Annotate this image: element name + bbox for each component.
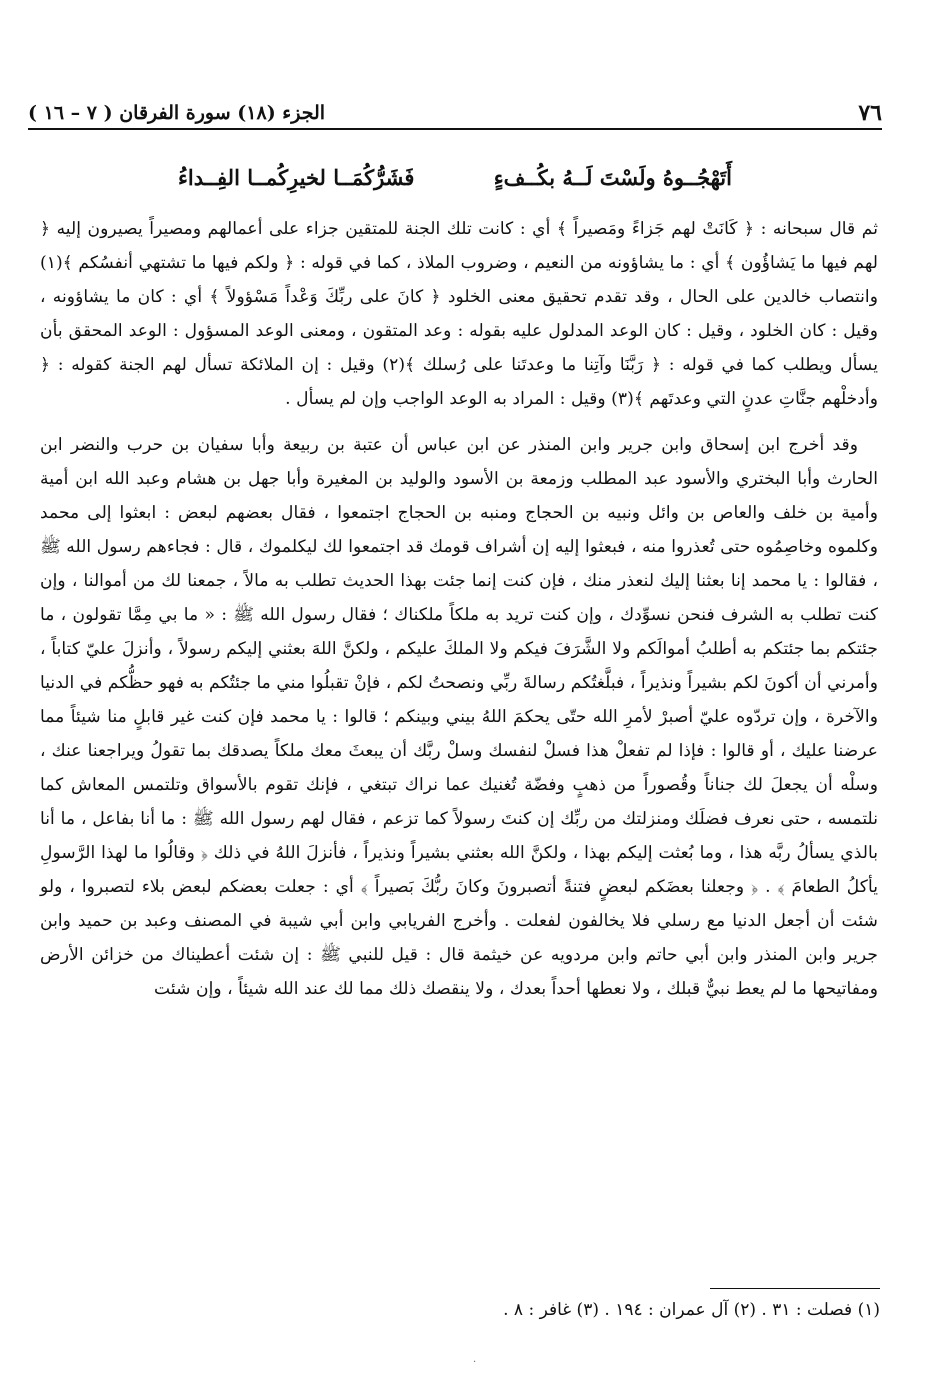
paragraph-commentary: ثم قال سبحانه : ﴿ كَانَتْ لهم جَزاءً ومَصيراً ﴾ أي : كانت تلك الجنة للمتقين جزاء على أعمالهم ومصيراً يصيرون إليه ﴿ لهم فيها ما يَشاؤُون ﴾ أي : ما يشاؤونه من النعيم ، وضروب الملاذ ، كما في قوله : ﴿ ولكم فيها ما تشتهي أنفسُكم ﴾(١) وانتصاب خالدين على الحال ، وقد تقدم تحقيق معنى الخلود ﴿ كانَ على ربِّكَ وَعْداً مَسْؤولاً ﴾ أي : كان ما يشاؤونه ، وقيل : كان الخلود ، وقيل : كان الوعد المدلول عليه بقوله : وعد المتقون ، ومعنى الوعد المسؤول : الوعد المحقق بأن يسأل ويطلب كما في قوله : ﴿ رَبَّنَا وآتِنا ما وعدتَنا على رُسلك ﴾(٢) وقيل : إن الملائكة تسأل لهم الجنة كقوله : ﴿ وأدخلْهم جنَّاتِ عدنٍ التي وعدتَهم ﴾(٣) وقيل : المراد به الوعد الواجب وإن لم يسأل . [40, 219, 878, 409]
page-mark: · [473, 1357, 477, 1368]
verse-hemistich-first: أَتَهْجُــوهُ ولَسْتَ لَــهُ بكُــفءٍ [493, 165, 732, 190]
running-title: الجزء (١٨) سورة الفرقان ( ٧ – ١٦ ) [28, 102, 326, 124]
poetry-verse [40, 165, 870, 190]
footnote-divider [710, 1288, 880, 1289]
page-header [28, 100, 882, 130]
page-number: ٧٦ [858, 100, 882, 126]
verse-hemistich-second: فَشَرُّكُمَــا لخيرِكُمــا الفِــداءُ [178, 165, 415, 190]
paragraph-narration: وقد أخرج ابن إسحاق وابن جرير وابن المنذر عن ابن عباس أن عتبة بن ربيعة وأبا سفيان بن حرب والنضر ابن الحارث وأبا البختري والأسود عبد المطلب وزمعة بن الأسود والوليد بن المغيرة وأبا جهل بن هشام وعبد الله ابن أمية وأمية بن خلف والعاص بن وائل ونبيه بن الحجاج ومنبه بن الحجاج اجتمعوا ، فقال بعضهم لبعض : ابعثوا إلى محمد وكلموه وخاصِمُوه حتى تُعذروا منه ، فبعثوا إليه إن أشراف قومك قد اجتمعوا لك ليكلموك ، قال : فجاءهم رسول الله ﷺ ، فقالوا : يا محمد إنا بعثنا إليك لنعذر منك ، فإن كنت إنما جئت بهذا الحديث تطلب به مالاً ، جمعنا لك من أموالنا ، وإن كنت تطلب به الشرف فنحن نسوِّدك ، وإن كنت تريد به ملكاً ملكناك ؛ فقال رسول الله ﷺ : « ما بي مِمَّا تقولون ، ما جئتكم بما جئتكم به أطلبُ أموالَكم ولا الشَّرَفَ فيكم ولا الملكَ عليكم ، ولكنَّ اللهَ بعثني إليكم رسولاً ، وأنزلَ عليّ كتاباً ، وأمرني أن أكونَ لكم بشيراً ونذيراً ، فبلَّغتُكم رسالةَ ربِّي ونصحتُ لكم ، فإنْ تقبلُوا مني ما جئتُكم به فهو حظُّكم في الدنيا والآخرة ، وإن تردّوه عليّ أصبرْ لأمرِ الله حتّى يحكمَ اللهُ بيني وبينكم ؛ قالوا : يا محمد فإن كنت غير قابلٍ منا شيئاً مما عرضنا عليك ، أو قالوا : فإذا لم تفعلْ هذا فسلْ لنفسك وسلْ ربَّك أن يبعثَ معك ملكاً يصدقك بما تقولُ ويراجعنا عنك ، وسلْه أن يجعلَ لك جناناً وقُصوراً من ذهبٍ وفضّة تُغنيك عما نراك تبتغي ، فإنك تقوم بالأسواق وتلتمس المعاش كما نلتمسه ، حتى نعرف فضلَك ومنزلتك من ربِّك إن كنتَ رسولاً كما تزعم ، فقال لهم رسول الله ﷺ : ما أنا بفاعل ، ما أنا بالذي يسألُ ربَّه هذا ، وما بُعثت إليكم بهذا ، ولكنَّ الله بعثني بشيراً ونذيراً ، فأنزلَ اللهُ في ذلك ﴿ وقالُوا ما لهذا الرَّسولِ يأكلُ الطعامَ ﴾ . ﴿ وجعلنا بعضَكم لبعضٍ فتنةً أتصبرونَ وكانَ ربُّكَ بَصيراً ﴾ أي : جعلت بعضكم لبعض بلاء لتصبروا ، ولو شئت أن أجعل الدنيا مع رسلي فلا يخالفون لفعلت . وأخرج الفريابي وابن أبي شيبة في المصنف وعبد بن حميد وابن جرير وابن المنذر وابن أبي حاتم وابن مردويه عن خيثمة قال : قيل للنبي ﷺ : إن شئت أعطيناك من خزائن الأرض ومفاتيحها ما لم يعط نبيٌّ قبلك ، ولا نعطها أحداً بعدك ، ولا ينقصك ذلك مما لك عند الله شيئاً ، وإن شئت [40, 435, 878, 999]
body-text [40, 212, 878, 1006]
footnotes: (١) فصلت : ٣١ . (٢) آل عمران : ١٩٤ . (٣) غافر : ٨ . [503, 1300, 880, 1320]
